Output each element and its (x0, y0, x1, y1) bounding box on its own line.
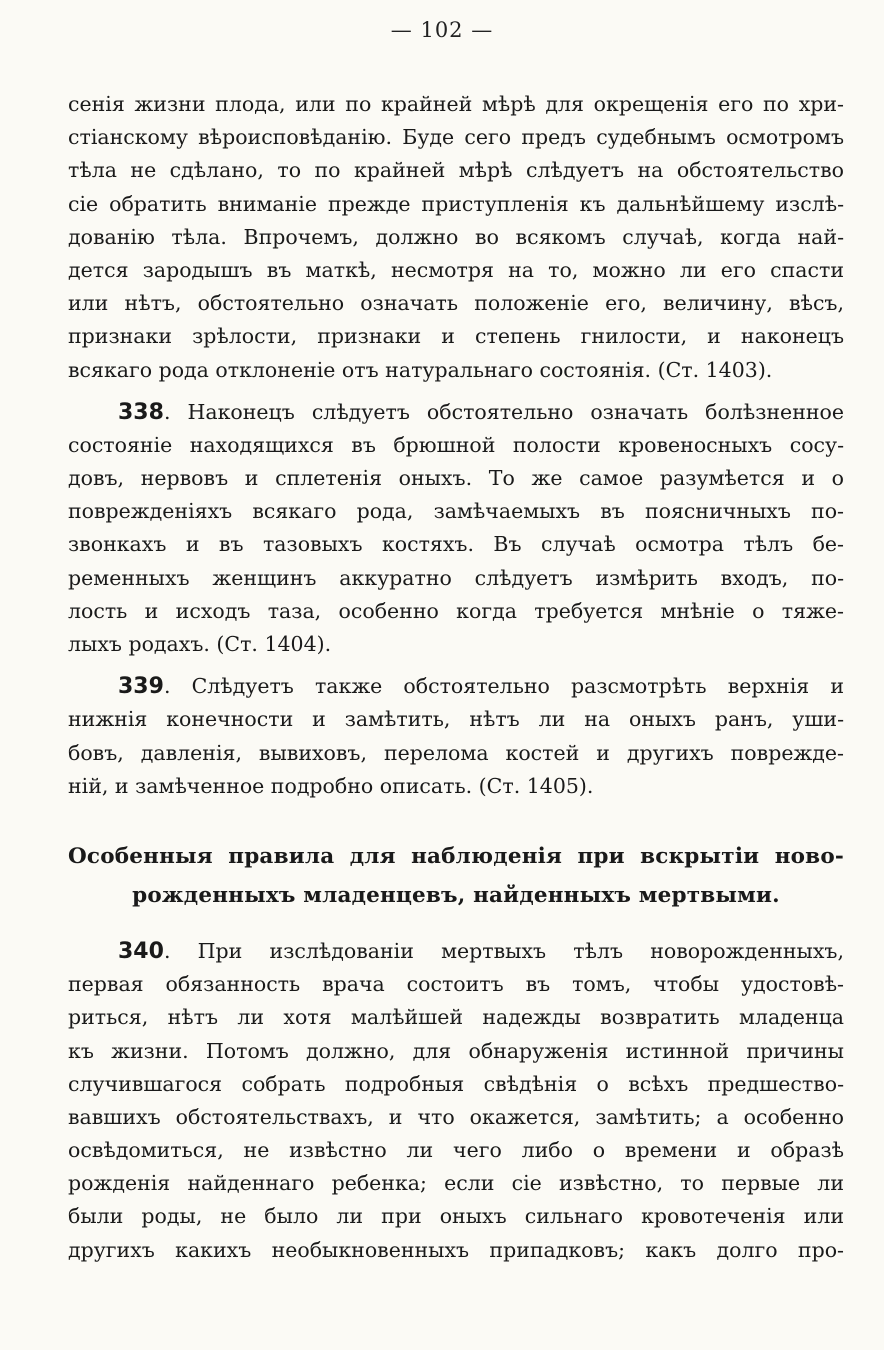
text-line: рожденія найденнаго ребенка; если сіе извѣстно, то первые ли (68, 1171, 844, 1196)
text-line: ременныхъ женщинъ аккуратно слѣдуетъ измѣрить входъ, по- (68, 565, 844, 590)
text-line: . При изслѣдованіи мертвыхъ тѣлъ новорожденныхъ, (163, 938, 844, 963)
text-line: вавшихъ обстоятельствахъ, и что окажется, замѣтить; а особенно (68, 1104, 844, 1129)
text-line: сіе обратить вниманіе прежде приступленія къ дальнѣйшему изслѣ- (68, 191, 844, 216)
paragraph-number: 338 (118, 399, 164, 425)
text-line: поврежденіяхъ всякаго рода, замѣчаемыхъ въ поясничныхъ по- (68, 499, 844, 524)
text-line: ній, и замѣченное подробно описать. (Ст. 1405). (68, 773, 594, 798)
text-line: состояніе находящихся въ брюшной полости кровеносныхъ сосу- (68, 432, 844, 457)
paragraph-first-line (68, 396, 844, 429)
text-line: къ жизни. Потомъ должно, для обнаруженія истинной причины (68, 1038, 844, 1063)
text-line: случившагося собрать подробныя свѣдѣнія о всѣхъ предшество- (68, 1071, 844, 1096)
text-line: были роды, не было ли при оныхъ сильнаго кровотеченія или (68, 1204, 844, 1229)
text-line: бовъ, давленія, вывиховъ, перелома костей и другихъ поврежде- (68, 740, 844, 765)
text-line: всякаго рода отклоненіе отъ натуральнаго состоянія. (Ст. 1403). (68, 357, 773, 382)
text-line: другихъ какихъ необыкновенныхъ припадковъ; какъ долго про- (68, 1237, 844, 1262)
section-heading (68, 837, 844, 915)
text-line: риться, нѣтъ ли хотя малѣйшей надежды возвратить младенца (68, 1005, 844, 1030)
paragraph-number: 340 (118, 938, 164, 964)
heading-line: рожденныхъ младенцевъ, найденныхъ мертвыми. (132, 882, 780, 908)
paragraph-first-line (68, 670, 844, 703)
text-line: лость и исходъ таза, особенно когда требуется мнѣніе о тяже- (68, 598, 844, 623)
text-line: сенія жизни плода, или по крайней мѣрѣ для окрещенія его по хри- (68, 92, 844, 116)
text-line: или нѣтъ, обстоятельно означать положеніе его, величину, вѣсъ, (68, 291, 844, 316)
heading-line: Особенныя правила для наблюденія при вскрытіи ново- (68, 843, 844, 869)
text-line: стіанскому вѣроисповѣданію. Буде сего предъ судебнымъ осмотромъ (68, 125, 844, 150)
text-line: . Наконецъ слѣдуетъ обстоятельно означать болѣзненное (163, 399, 844, 424)
text-line: лыхъ родахъ. (Ст. 1404). (68, 632, 332, 656)
paragraph-340 (68, 935, 844, 1267)
paragraph-338 (68, 396, 844, 662)
paragraph-number: 339 (118, 674, 164, 700)
paragraph-first-line (68, 935, 844, 968)
text-line: дется зародышъ въ маткѣ, несмотря на то, можно ли его спасти (68, 257, 844, 282)
text-line: тѣла не сдѣлано, то по крайней мѣрѣ слѣдуетъ на обстоятельство (68, 158, 844, 183)
text-line: довъ, нервовъ и сплетенія оныхъ. То же самое разумѣется и о (68, 466, 844, 491)
text-line: нижнія конечности и замѣтить, нѣтъ ли на оныхъ ранъ, уши- (68, 707, 844, 732)
paragraph-339 (68, 670, 844, 803)
text-line: звонкахъ и въ тазовыхъ костяхъ. Въ случаѣ осмотра тѣлъ бе- (68, 532, 844, 557)
continuation-paragraph (68, 88, 844, 387)
text-line: дованію тѣла. Впрочемъ, должно во всякомъ случаѣ, когда най- (68, 224, 844, 249)
page-body (68, 88, 844, 1267)
text-line: освѣдомиться, не извѣстно ли чего либо о времени и образѣ (68, 1138, 844, 1163)
text-line: первая обязанность врача состоитъ въ томъ, чтобы удостовѣ- (68, 972, 844, 997)
text-line: . Слѣдуетъ также обстоятельно разсмотрѣть верхнія и (163, 674, 844, 699)
page-number: — 102 — (390, 18, 494, 42)
text-line: признаки зрѣлости, признаки и степень гнилости, и наконецъ (68, 324, 844, 349)
